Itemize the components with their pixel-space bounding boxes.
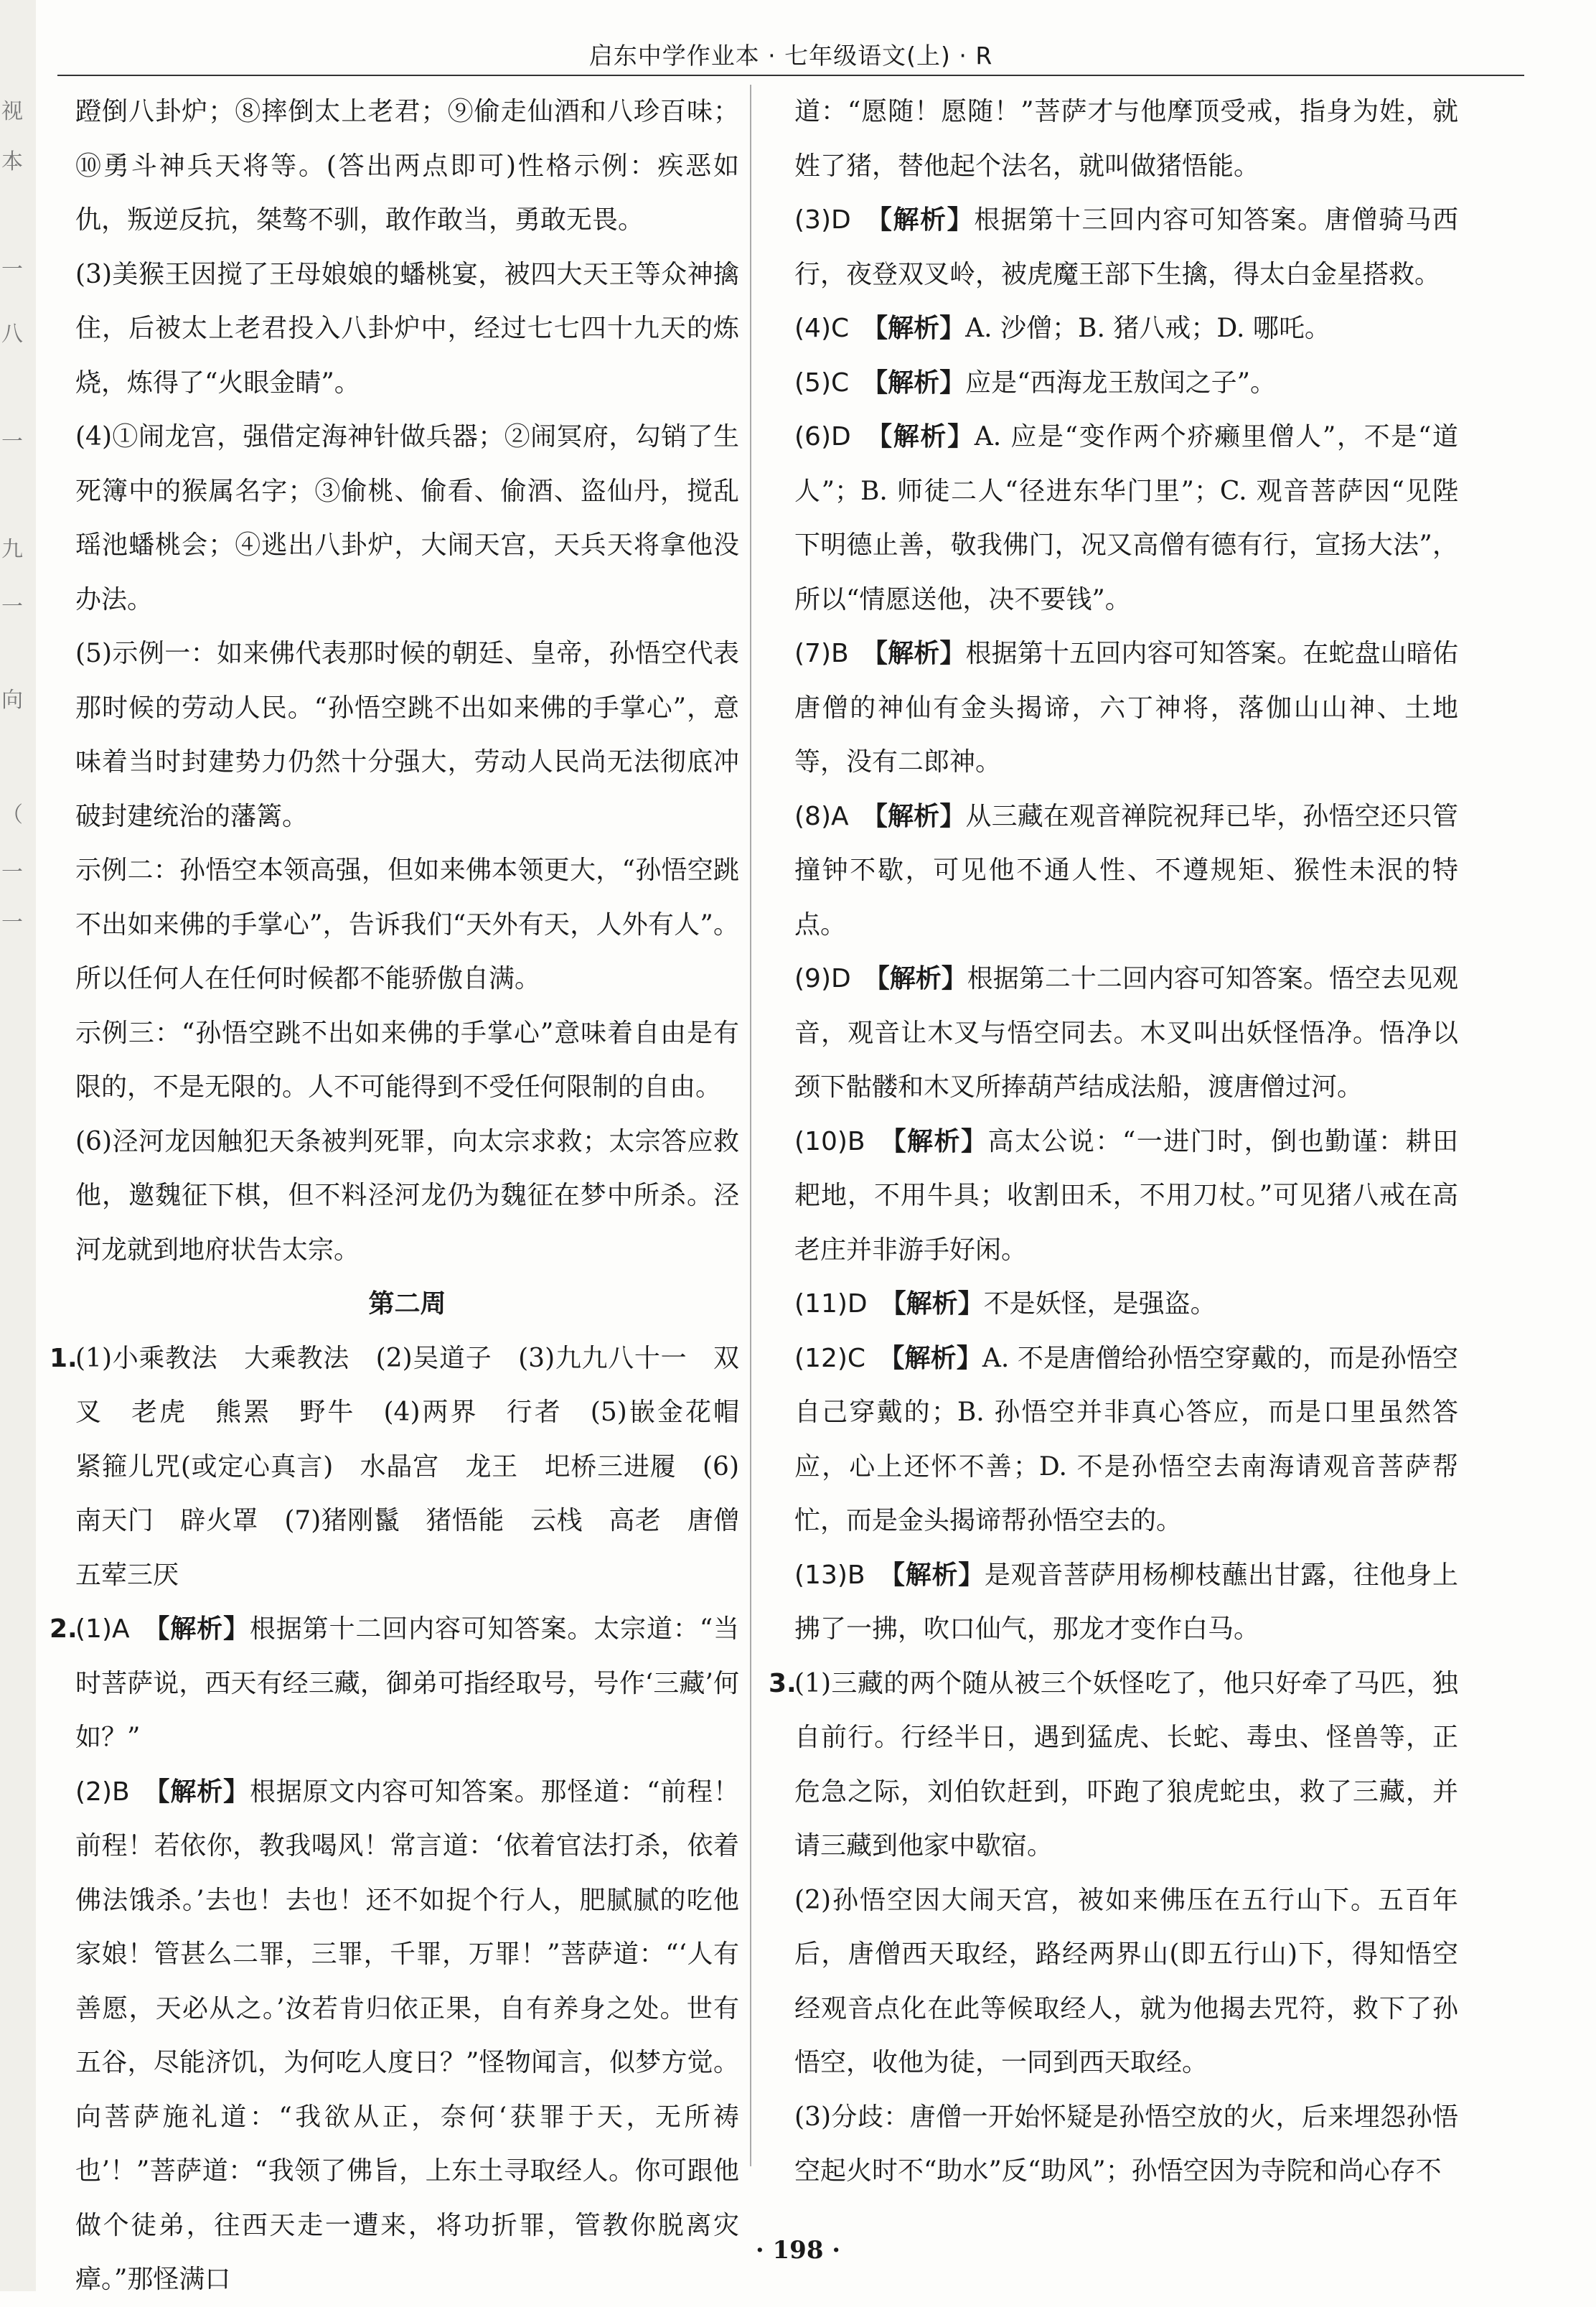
margin-mark: 本	[1, 149, 23, 174]
question-text: (1)小乘教法 大乘教法 (2)吴道子 (3)九九八十一 双叉 老虎 熊罴 野牛 (4)两界 行者 (5)嵌金花帽 紧箍儿咒(或定心真言) 水晶宫 龙王 圯桥三进履 (6)南天门 辟火罩 (7)猪刚鬣 猪悟能 云栈 高老 唐僧 五荤三厌	[75, 1343, 766, 1590]
analysis-tag: 【解析】	[879, 422, 975, 451]
week-heading: 第二周	[368, 1289, 446, 1319]
answer-item	[794, 790, 1458, 953]
question-text: (1)三藏的两个随从被三个妖怪吃了，他只好牵了马匹，独自前行。行经半日，遇到猛虎、长蛇、毒虫、怪兽等，正危急之际，刘伯钦赶到，吓跑了狼虎蛇虫，救了三藏，并请三藏到他家中歇宿。	[794, 1668, 1458, 1861]
answer-item	[794, 952, 1458, 1115]
analysis-text: A. 沙僧；B. 猪八戒；D. 哪吒。	[965, 314, 1330, 343]
analysis-text: 根据第十五回内容可知答案。在蛇盘山暗佑唐僧的神仙有金头揭谛，六丁神将，落伽山山神、土地等，没有二郎神。	[794, 639, 1458, 777]
answer-choice: (7)B	[794, 639, 849, 668]
margin-mark: 一	[1, 257, 23, 282]
answer-choice: (10)B	[794, 1126, 865, 1156]
answer-choice: (13)B	[794, 1560, 865, 1590]
answer-choice: (8)A	[794, 801, 849, 831]
answer-choice: (2)B	[75, 1777, 130, 1807]
analysis-text: 是观音菩萨用杨柳枝蘸出甘露，往他身上拂了一拂，吹口仙气，那龙才变作白马。	[794, 1560, 1458, 1644]
margin-mark: 一	[1, 860, 23, 885]
answer-choice: (3)D	[794, 205, 851, 235]
answer-paragraph: (4)①闹龙宫，强借定海神针做兵器；②闹冥府，勾销了生死簿中的猴属名字；③偷桃、偷看、偷酒、盗仙丹，搅乱瑶池蟠桃会；④逃出八卦炉，大闹天宫，天兵天将拿他没办法。	[75, 422, 739, 614]
answer-choice: (11)D	[794, 1289, 868, 1319]
answer-list	[794, 193, 1458, 1657]
answer-choice: (1)A	[75, 1614, 130, 1644]
answer-item	[794, 1548, 1458, 1657]
column-divider	[750, 85, 751, 2166]
margin-mark: 视	[1, 99, 23, 124]
answer-item	[794, 410, 1458, 627]
analysis-tag: 【解析】	[893, 1126, 988, 1156]
analysis-tag: 【解析】	[156, 1614, 250, 1644]
analysis-text: 根据第十三回内容可知答案。唐僧骑马西行，夜登双叉岭，被虎魔王部下生擒，得太白金星搭救。	[794, 205, 1458, 289]
margin-mark: 向	[1, 688, 23, 713]
analysis-tag: 【解析】	[876, 964, 967, 993]
right-column	[769, 85, 1458, 2199]
analysis-tag: 【解析】	[875, 368, 966, 398]
answer-item	[794, 1332, 1458, 1548]
answer-item	[794, 627, 1458, 790]
analysis-text: 根据原文内容可知答案。那怪道：“前程！前程！若依你，教我喝风！常言道：‘依着官法打杀，依着佛法饿杀。’去也！去也！还不如捉个行人，肥腻腻的吃他家娘！管甚么二罪，三罪，千罪，万罪！”菩萨道：“‘人有善愿，天必从之。’汝若肯归依正果，自有养身之处。世有五谷，尽能济饥，为何吃人度日？”怪物闻言，似梦方觉。向菩萨施礼道：“我欲从正，奈何‘获罪于天，无所祷也’！”菩萨道：“我领了佛旨，上东土寻取经人。你可跟他做个徒弟，往西天走一遭来，将功折罪，管教你脱离灾瘴。”那怪满口	[75, 1777, 739, 2294]
analysis-tag: 【解析】	[893, 1289, 984, 1319]
analysis-tag: 【解析】	[875, 314, 966, 343]
analysis-text: A. 应是“变作两个疥癞里僧人”，不是“道人”；B. 师徒二人“径进东华门里”；C. 观音菩萨因“见陛下明德止善，敬我佛门，况又高僧有德有行，宣扬大法”，所以“情愿送他，决不要钱”。	[794, 422, 1458, 614]
answer-item	[794, 193, 1458, 301]
margin-mark: 八	[1, 322, 23, 347]
analysis-text: 高太公说：“一进门时，倒也勤谨：耕田耙地，不用牛具；收割田禾，不用刀杖。”可见猪八戒在高老庄并非游手好闲。	[794, 1126, 1458, 1265]
margin-mark: 一	[1, 594, 23, 619]
analysis-tag: 【解析】	[874, 801, 966, 831]
answer-item	[794, 1277, 1458, 1332]
question-2-2	[75, 1765, 739, 2307]
answer-choice: (12)C	[794, 1343, 866, 1373]
analysis-tag: 【解析】	[156, 1777, 250, 1807]
answer-choice: (6)D	[794, 422, 851, 451]
page-number: · 198 ·	[755, 2236, 841, 2265]
question-3-2: (2)孙悟空因大闹天宫，被如来佛压在五行山下。五百年后，唐僧西天取经，路经两界山(即五行山)下，得知悟空经观音点化在此等候取经人，就为他揭去咒符，救下了孙悟空，收他为徒，一同到西天取经。	[794, 1885, 1458, 2077]
analysis-tag: 【解析】	[892, 1560, 985, 1590]
margin-mark: （	[1, 802, 23, 828]
analysis-text: A. 不是唐僧给孙悟空穿戴的，而是孙悟空自己穿戴的；B. 孙悟空并非真心答应，而是口里虽然答应，心上还怀不善；D. 不是孙悟空去南海请观音菩萨帮忙，而是金头揭谛帮孙悟空去的。	[794, 1343, 1458, 1535]
answer-choice: (4)C	[794, 314, 850, 343]
question-number: 3.	[769, 1668, 797, 1698]
margin-mark: 一	[1, 429, 23, 454]
margin-mark: 九	[1, 537, 23, 562]
analysis-text: 应是“西海龙王敖闰之子”。	[965, 368, 1276, 398]
page-header: 启东中学作业本 · 七年级语文(上) · R	[57, 37, 1524, 76]
question-2-1	[50, 1602, 739, 1765]
question-3-1	[769, 1657, 1458, 1873]
question-3-3: (3)分歧：唐僧一开始怀疑是孙悟空放的火，后来埋怨孙悟空起火时不“助水”反“助风”；孙悟空因为寺院和尚心存不	[794, 2102, 1458, 2186]
analysis-text: 从三藏在观音禅院祝拜已毕，孙悟空还只管撞钟不歇，可见他不通人性、不遵规矩、猴性未泯的特点。	[794, 801, 1458, 940]
answer-choice: (5)C	[794, 368, 850, 398]
analysis-tag: 【解析】	[878, 205, 975, 235]
answer-choice: (9)D	[794, 964, 851, 993]
answer-paragraph: 示例二：孙悟空本领高强，但如来佛本领更大，“孙悟空跳不出如来佛的手掌心”，告诉我们“天外有天，人外有人”。所以任何人在任何时候都不能骄傲自满。	[75, 856, 739, 993]
question-number: 2.	[50, 1614, 78, 1644]
answer-item	[794, 356, 1458, 411]
answer-paragraph: (3)美猴王因搅了王母娘娘的蟠桃宴，被四大天王等众神擒住，后被太上老君投入八卦炉中，经过七七四十九天的炼烧，炼得了“火眼金睛”。	[75, 259, 739, 398]
analysis-text: 根据第十二回内容可知答案。太宗道：“当时菩萨说，西天有经三藏，御弟可指经取号，号作‘三藏’何如？”	[75, 1614, 739, 1752]
answer-item	[794, 301, 1458, 356]
answer-paragraph: 道：“愿随！愿随！”菩萨才与他摩顶受戒，指身为姓，就姓了猪，替他起个法名，就叫做猪悟能。	[794, 97, 1458, 181]
margin-mark: 一	[1, 910, 23, 935]
analysis-text: 根据第二十二回内容可知答案。悟空去见观音，观音让木叉与悟空同去。木叉叫出妖怪悟净。悟净以颈下骷髅和木叉所捧葫芦结成法船，渡唐僧过河。	[794, 964, 1458, 1102]
answer-item	[794, 1115, 1458, 1278]
question-1	[50, 1332, 766, 1603]
answer-paragraph: (6)泾河龙因触犯天条被判死罪，向太宗求救；太宗答应救他，邀魏征下棋，但不料泾河龙仍为魏征在梦中所杀。泾河龙就到地府状告太宗。	[75, 1126, 739, 1265]
left-column	[50, 85, 766, 2307]
answer-paragraph: 蹬倒八卦炉；⑧摔倒太上老君；⑨偷走仙酒和八珍百味；⑩勇斗神兵天将等。(答出两点即可)性格示例：疾恶如仇，叛逆反抗，桀骜不驯，敢作敢当，勇敢无畏。	[75, 97, 739, 235]
analysis-text: 不是妖怪，是强盗。	[983, 1289, 1216, 1319]
analysis-tag: 【解析】	[874, 639, 966, 668]
analysis-tag: 【解析】	[891, 1343, 982, 1373]
question-number: 1.	[50, 1343, 78, 1373]
answer-paragraph: (5)示例一：如来佛代表那时候的朝廷、皇帝，孙悟空代表那时候的劳动人民。“孙悟空跳不出如来佛的手掌心”，意味着当时封建势力仍然十分强大，劳动人民尚无法彻底冲破封建统治的藩篱。	[75, 639, 739, 831]
answer-paragraph: 示例三：“孙悟空跳不出如来佛的手掌心”意味着自由是有限的，不是无限的。人不可能得到不受任何限制的自由。	[75, 1018, 739, 1102]
